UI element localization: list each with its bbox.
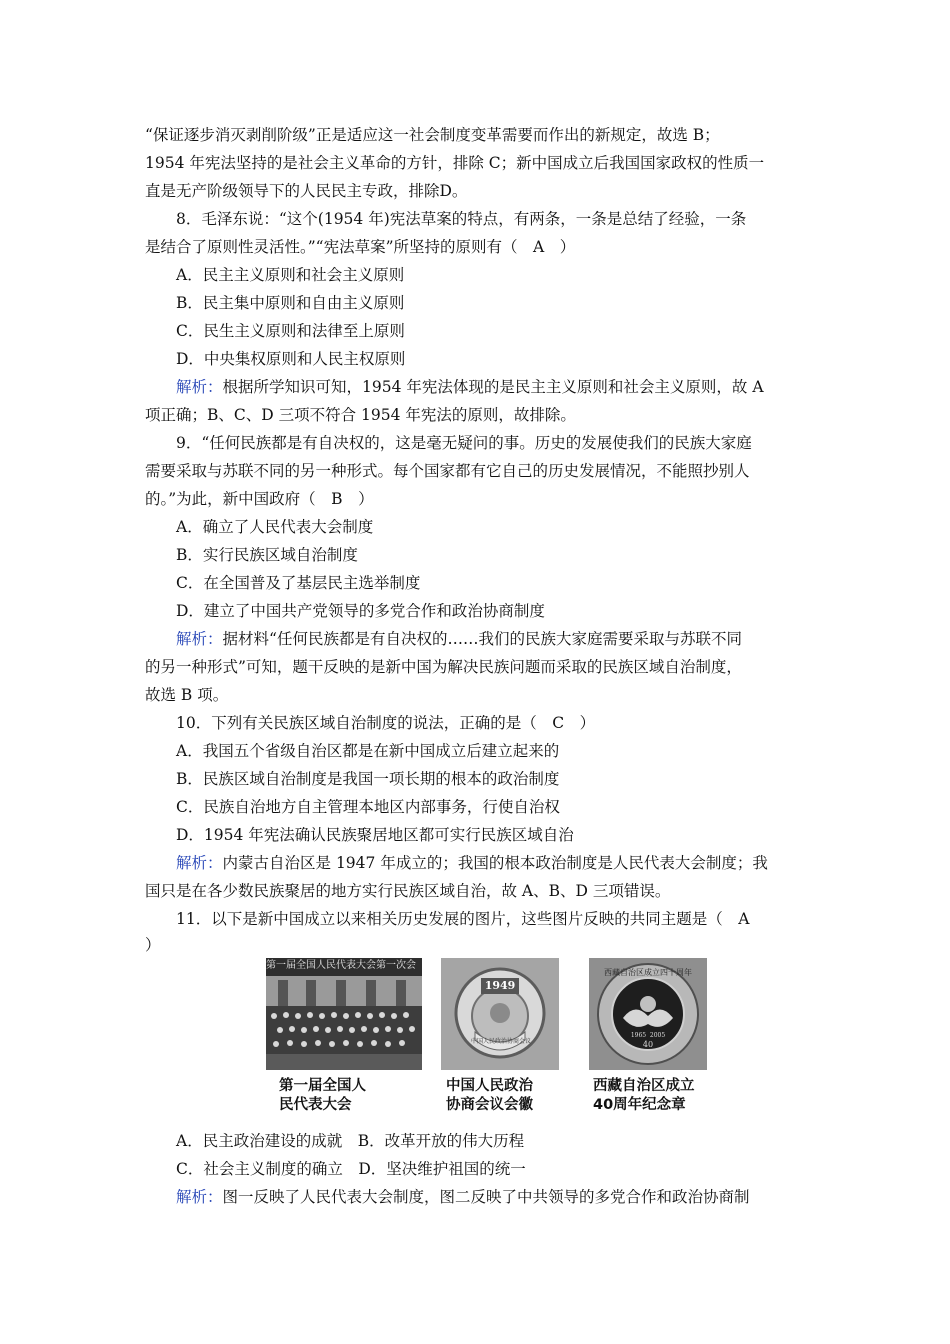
question-8-stem: 8．毛泽东说：“这个(1954 年)宪法草案的特点，有两条，一条是总结了经验，一条 bbox=[176, 210, 747, 228]
question-10-option: C．民族自治地方自主管理本地区内部事务，行使自治权 bbox=[176, 798, 560, 816]
question-9-analysis: 解析：据材料“任何民族都是有自决权的……我们的民族大家庭需要采取与苏联不同 bbox=[176, 630, 742, 648]
figure-1-caption: 第一届全国人 民代表大会 bbox=[279, 1078, 366, 1113]
question-10-option: B．民族区域自治制度是我国一项长期的根本的政治制度 bbox=[176, 770, 560, 788]
tibet-medal-ring-text: 西藏自治区成立四十周年 bbox=[604, 968, 692, 977]
question-9-option: C．在全国普及了基层民主选举制度 bbox=[176, 574, 421, 592]
question-8-option: C．民生主义原则和法律至上原则 bbox=[176, 322, 405, 340]
analysis-label: 解析： bbox=[176, 1188, 223, 1206]
figure-3-caption: 西藏自治区成立 40周年纪念章 bbox=[593, 1078, 695, 1113]
question-8-option: D．中央集权原则和人民主权原则 bbox=[176, 350, 406, 368]
question-10-analysis: 解析：内蒙古自治区是 1947 年成立的；我国的根本政治制度是人民代表大会制度；我 bbox=[176, 854, 768, 872]
analysis-label: 解析： bbox=[176, 378, 223, 396]
cppcc-emblem bbox=[441, 958, 559, 1070]
question-10-stem: 10．下列有关民族区域自治制度的说法，正确的是（ C ） bbox=[176, 714, 596, 732]
npc-group-photo bbox=[266, 958, 422, 1070]
tibet-medal-years: 1965 2005 bbox=[630, 1032, 666, 1039]
cppcc-emblem-ribbon: 中国人民政治协商会议 bbox=[471, 1038, 532, 1045]
question-11-analysis: 解析：图一反映了人民代表大会制度，图二反映了中共领导的多党合作和政治协商制 bbox=[176, 1188, 750, 1206]
text-line: 1954 年宪法坚持的是社会主义革命的方针，排除 C；新中国成立后我国国家政权的性质一 bbox=[145, 154, 765, 172]
question-8-analysis: 解析：根据所学知识可知，1954 年宪法体现的是民主主义原则和社会主义原则，故 A bbox=[176, 378, 764, 396]
question-8-analysis: 项正确；B、C、D 三项不符合 1954 年宪法的原则，故排除。 bbox=[145, 406, 576, 424]
question-9-option: A．确立了人民代表大会制度 bbox=[176, 518, 374, 536]
question-8-stem: 是结合了原则性灵活性。”“宪法草案”所坚持的原则有（ A ） bbox=[145, 238, 576, 256]
question-9-stem: 9．“任何民族都是有自决权的，这是毫无疑问的事。历史的发展使我们的民族大家庭 bbox=[176, 434, 752, 452]
cppcc-emblem-year: 1949 bbox=[484, 979, 516, 992]
question-8-option: B．民主集中原则和自由主义原则 bbox=[176, 294, 405, 312]
question-10-analysis: 国只是在各少数民族聚居的地方实行民族区域自治，故 A、B、D 三项错误。 bbox=[145, 882, 671, 900]
tibet-medal-number: 40 bbox=[642, 1040, 654, 1049]
analysis-label: 解析： bbox=[176, 854, 223, 872]
npc-photo-banner: 第一届全国人民代表大会第一次会 bbox=[266, 960, 416, 971]
tibet-medal bbox=[589, 958, 707, 1070]
cppcc-emblem-image bbox=[441, 958, 559, 1070]
question-10-option: A．我国五个省级自治区都是在新中国成立后建立起来的 bbox=[176, 742, 560, 760]
question-9-analysis: 故选 B 项。 bbox=[145, 686, 229, 704]
question-8-option: A．民主主义原则和社会主义原则 bbox=[176, 266, 405, 284]
analysis-label: 解析： bbox=[176, 630, 223, 648]
text-line: 直是无产阶级领导下的人民民主专政，排除D。 bbox=[145, 182, 468, 200]
question-9-stem: 的。”为此，新中国政府（ B ） bbox=[145, 490, 374, 508]
question-9-option: B．实行民族区域自治制度 bbox=[176, 546, 358, 564]
question-9-stem: 需要采取与苏联不同的另一种形式。每个国家都有它自己的历史发展情况，不能照抄别人 bbox=[145, 462, 750, 480]
npc-photo-image bbox=[266, 958, 422, 1070]
text-line: “保证逐步消灭剥削阶级”正是适应这一社会制度变革需要而作出的新规定，故选 B； bbox=[145, 126, 720, 144]
question-9-option: D．建立了中国共产党领导的多党合作和政治协商制度 bbox=[176, 602, 545, 620]
question-11-stem: ） bbox=[145, 936, 161, 954]
question-11-stem: 11．以下是新中国成立以来相关历史发展的图片，这些图片反映的共同主题是（ A bbox=[176, 910, 750, 928]
question-9-analysis: 的另一种形式”可知，题干反映的是新中国为解决民族问题而采取的民族区域自治制度， bbox=[145, 658, 742, 676]
question-11-option: A．民主政治建设的成就 B．改革开放的伟大历程 bbox=[176, 1132, 525, 1150]
question-10-option: D．1954 年宪法确认民族聚居地区都可实行民族区域自治 bbox=[176, 826, 574, 844]
question-11-option: C．社会主义制度的确立 D．坚决维护祖国的统一 bbox=[176, 1160, 526, 1178]
figure-2-caption: 中国人民政治 协商会议会徽 bbox=[446, 1078, 533, 1113]
